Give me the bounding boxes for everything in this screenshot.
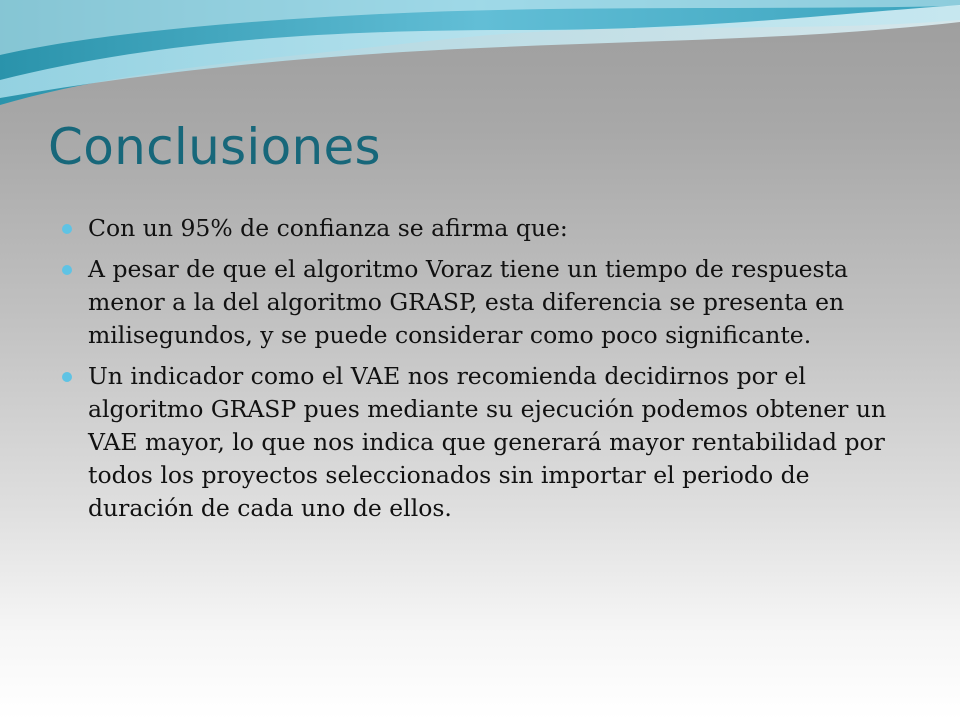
bullet-dot-icon xyxy=(62,372,72,382)
slide-title: Conclusiones xyxy=(48,118,381,176)
bullet-text: Un indicador como el VAE nos recomienda decidirnos por el algoritmo GRASP pues mediante su ejecución podemos obtener un VAE mayor, lo que nos indica que generará mayor rentabilidad por todos los proyectos seleccionados sin importar el periodo de duración de cada uno de ellos. xyxy=(88,362,887,522)
bullet-dot-icon xyxy=(62,224,72,234)
bullet-item xyxy=(62,212,902,245)
bullet-item xyxy=(62,253,902,352)
bullet-item xyxy=(62,360,902,525)
bullet-text: Con un 95% de confianza se afirma que: xyxy=(88,214,568,242)
bullet-list xyxy=(62,212,902,533)
bullet-text: A pesar de que el algoritmo Voraz tiene un tiempo de respuesta menor a la del algoritmo GRASP, esta diferencia se presenta en milisegundos, y se puede considerar como poco significante. xyxy=(88,255,849,349)
decorative-wave-header xyxy=(0,0,960,110)
bullet-dot-icon xyxy=(62,265,72,275)
